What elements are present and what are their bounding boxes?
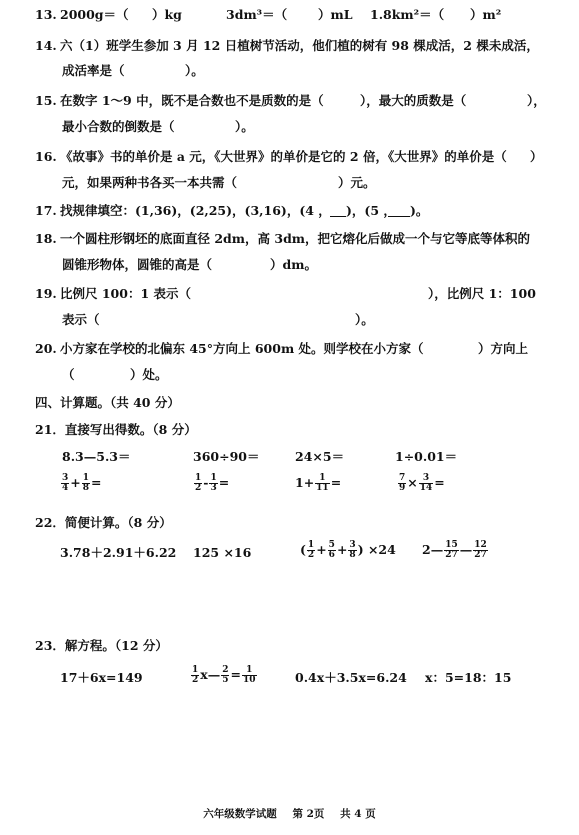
- frac-denominator: 5: [222, 675, 229, 685]
- frac-denominator: 27: [445, 550, 458, 560]
- q21-row-2: [0, 473, 579, 502]
- q16-text-line1-end: ）: [530, 149, 543, 164]
- q17-text-end: )。: [410, 203, 429, 218]
- equals-sign: =: [91, 475, 102, 490]
- operator: +: [316, 542, 327, 557]
- section-4-title: 四、计算题。（共 40 分）: [35, 395, 180, 410]
- q21-item-8: [397, 474, 445, 493]
- frac-denominator: 10: [242, 675, 256, 685]
- page-footer: [0, 806, 579, 821]
- variable-term: x—: [200, 667, 221, 682]
- q17-number: 17.: [35, 203, 57, 218]
- frac-numerator: 3: [349, 540, 356, 550]
- operator: ×: [407, 475, 418, 490]
- footer-total: 共 4 页: [340, 808, 376, 820]
- q17-blank-2: [388, 202, 410, 220]
- paren-close: ) ×24: [357, 542, 396, 557]
- footer-page: 第 2页: [292, 808, 325, 820]
- q22-row: [0, 540, 579, 570]
- equals-sign: =: [230, 667, 241, 682]
- q14-text-line2: 成活率是（: [62, 63, 125, 78]
- footer-subject: 六年级数学试题: [203, 808, 277, 820]
- q15-text-c: ），: [527, 93, 546, 108]
- q15-number: 15.: [35, 93, 57, 108]
- q13-part-b-unit: ）mL: [318, 7, 353, 22]
- q18-text-line2: 圆锥形物体，圆锥的高是（: [62, 257, 213, 272]
- q19-text-b: ），比例尺 1：100: [428, 286, 536, 301]
- frac-denominator: 8: [349, 550, 356, 560]
- frac-denominator: 4: [62, 483, 69, 493]
- q22-title: 22．简便计算。（8 分）: [35, 515, 172, 530]
- q22-item-1: 3.78＋2.91＋6.22: [60, 545, 177, 560]
- q21-title: 21．直接写出得数。（8 分）: [35, 422, 197, 437]
- frac-denominator: 9: [399, 483, 406, 493]
- q18-text-line2-end: ）dm。: [270, 257, 317, 272]
- operator: +: [336, 542, 348, 557]
- frac-numerator: 3: [62, 473, 69, 483]
- q14-number: 14.: [35, 38, 57, 53]
- q19-number: 19.: [35, 286, 57, 301]
- frac-denominator: 8: [82, 483, 90, 493]
- q20-text-line2: （: [62, 367, 75, 382]
- q13-part-c-unit: ）m²: [470, 7, 502, 22]
- q20-text-b: ）方向上: [478, 341, 529, 356]
- q15-text-b: ），最大的质数是（: [360, 93, 467, 108]
- q13-part-a: 2000g＝（: [60, 7, 129, 22]
- q22-item-2: 125 ×16: [193, 545, 252, 560]
- q17-text-mid: )，(5 ，: [346, 203, 396, 218]
- paren-open: (: [300, 542, 306, 557]
- frac-denominator: 27: [474, 550, 487, 560]
- q22-item-4: [422, 541, 489, 560]
- frac-numerator: 15: [445, 540, 458, 550]
- q21-item-5: [60, 474, 102, 493]
- q21-item-6: [193, 474, 229, 493]
- q23-item-4: x：5=18：15: [425, 670, 512, 685]
- frac-denominator: 11: [316, 483, 329, 493]
- q20-number: 20.: [35, 341, 57, 356]
- frac-numerator: 1: [307, 540, 315, 550]
- q23-item-1: 17＋6x=149: [60, 670, 143, 685]
- q23-item-2: [190, 666, 258, 685]
- q15-text-line2-end: ）。: [235, 119, 254, 134]
- q16-text-line1: 《故事》书的单价是 a 元，《大世界》的单价是它的 2 倍，《大世界》的单价是（: [60, 149, 507, 164]
- frac-numerator: 1: [210, 473, 217, 483]
- q15-text-a: 在数字 1～9 中，既不是合数也不是质数的是（: [60, 93, 324, 108]
- q21-item-4: 1÷0.01＝: [395, 449, 458, 464]
- q20-text-a: 小方家在学校的北偏东 45°方向上 600m 处。则学校在小方家（: [60, 341, 424, 356]
- frac-denominator: 2: [307, 550, 315, 560]
- q23-item-3: 0.4x＋3.5x=6.24: [295, 670, 407, 685]
- frac-numerator: 1: [195, 473, 202, 483]
- frac-denominator: 6: [328, 550, 335, 560]
- operator: —: [459, 542, 473, 557]
- equals-sign: =: [434, 475, 445, 490]
- frac-numerator: 1: [82, 473, 90, 483]
- q22-item-3: [300, 541, 396, 560]
- operator: -: [203, 475, 209, 490]
- frac-denominator: 2: [195, 483, 202, 493]
- q17-text: 找规律填空：(1,36)，(2,25)，(3,16)，(4 ，: [60, 203, 331, 218]
- q18-text-line1: 一个圆柱形钢坯的底面直径 2dm，高 3dm，把它熔化后做成一个与它等底等体积的: [60, 231, 531, 246]
- q13-number: 13.: [35, 7, 57, 22]
- q19-text-line2-end: ）。: [355, 312, 374, 327]
- q17-blank-1: [330, 202, 346, 220]
- q13-part-c: 1.8km²＝（: [370, 7, 445, 22]
- q21-item-1: 8.3—5.3＝: [62, 449, 131, 464]
- equals-sign: =: [330, 475, 342, 490]
- q21-item-7: [295, 474, 341, 493]
- frac-numerator: 1: [242, 666, 257, 676]
- frac-numerator: 12: [474, 540, 487, 550]
- q18-number: 18.: [35, 231, 57, 246]
- frac-denominator: 3: [210, 483, 217, 493]
- frac-denominator: 2: [192, 675, 199, 685]
- q21-item-2: 360÷90＝: [193, 449, 260, 464]
- expression-prefix: 2—: [422, 542, 444, 557]
- q20-text-line2-end: ）处。: [130, 367, 168, 382]
- frac-denominator: 14: [419, 483, 433, 493]
- frac-numerator: 3: [419, 474, 434, 484]
- q21-item-3: 24×5＝: [295, 449, 345, 464]
- expression-prefix: 1+: [295, 475, 315, 490]
- q15-text-line2: 最小合数的倒数是（: [62, 119, 175, 134]
- equals-sign: =: [218, 475, 230, 490]
- frac-numerator: 5: [328, 540, 335, 550]
- q16-text-line2: 元，如果两种书各买一本共需（: [62, 175, 238, 190]
- q16-number: 16.: [35, 149, 57, 164]
- q14-text-line1: 六（1）班学生参加 3 月 12 日植树节活动，他们植的树有 98 棵成活，2 棵未成活，: [60, 38, 539, 53]
- q13-part-b: 3dm³＝（: [226, 7, 288, 22]
- q19-text-line2: 表示（: [62, 312, 100, 327]
- frac-numerator: 1: [192, 665, 199, 675]
- frac-numerator: 1: [315, 474, 330, 484]
- operator: +: [70, 475, 81, 490]
- q13-part-a-unit: ）kg: [152, 7, 182, 22]
- frac-numerator: 2: [222, 665, 229, 675]
- q23-row: [0, 665, 579, 695]
- frac-numerator: 7: [399, 473, 406, 483]
- q19-text-a: 比例尺 100：1 表示（: [60, 286, 191, 301]
- q14-text-line2-end: ）。: [185, 63, 204, 78]
- q16-text-line2-end: ）元。: [338, 175, 376, 190]
- q23-title: 23．解方程。（12 分）: [35, 638, 168, 653]
